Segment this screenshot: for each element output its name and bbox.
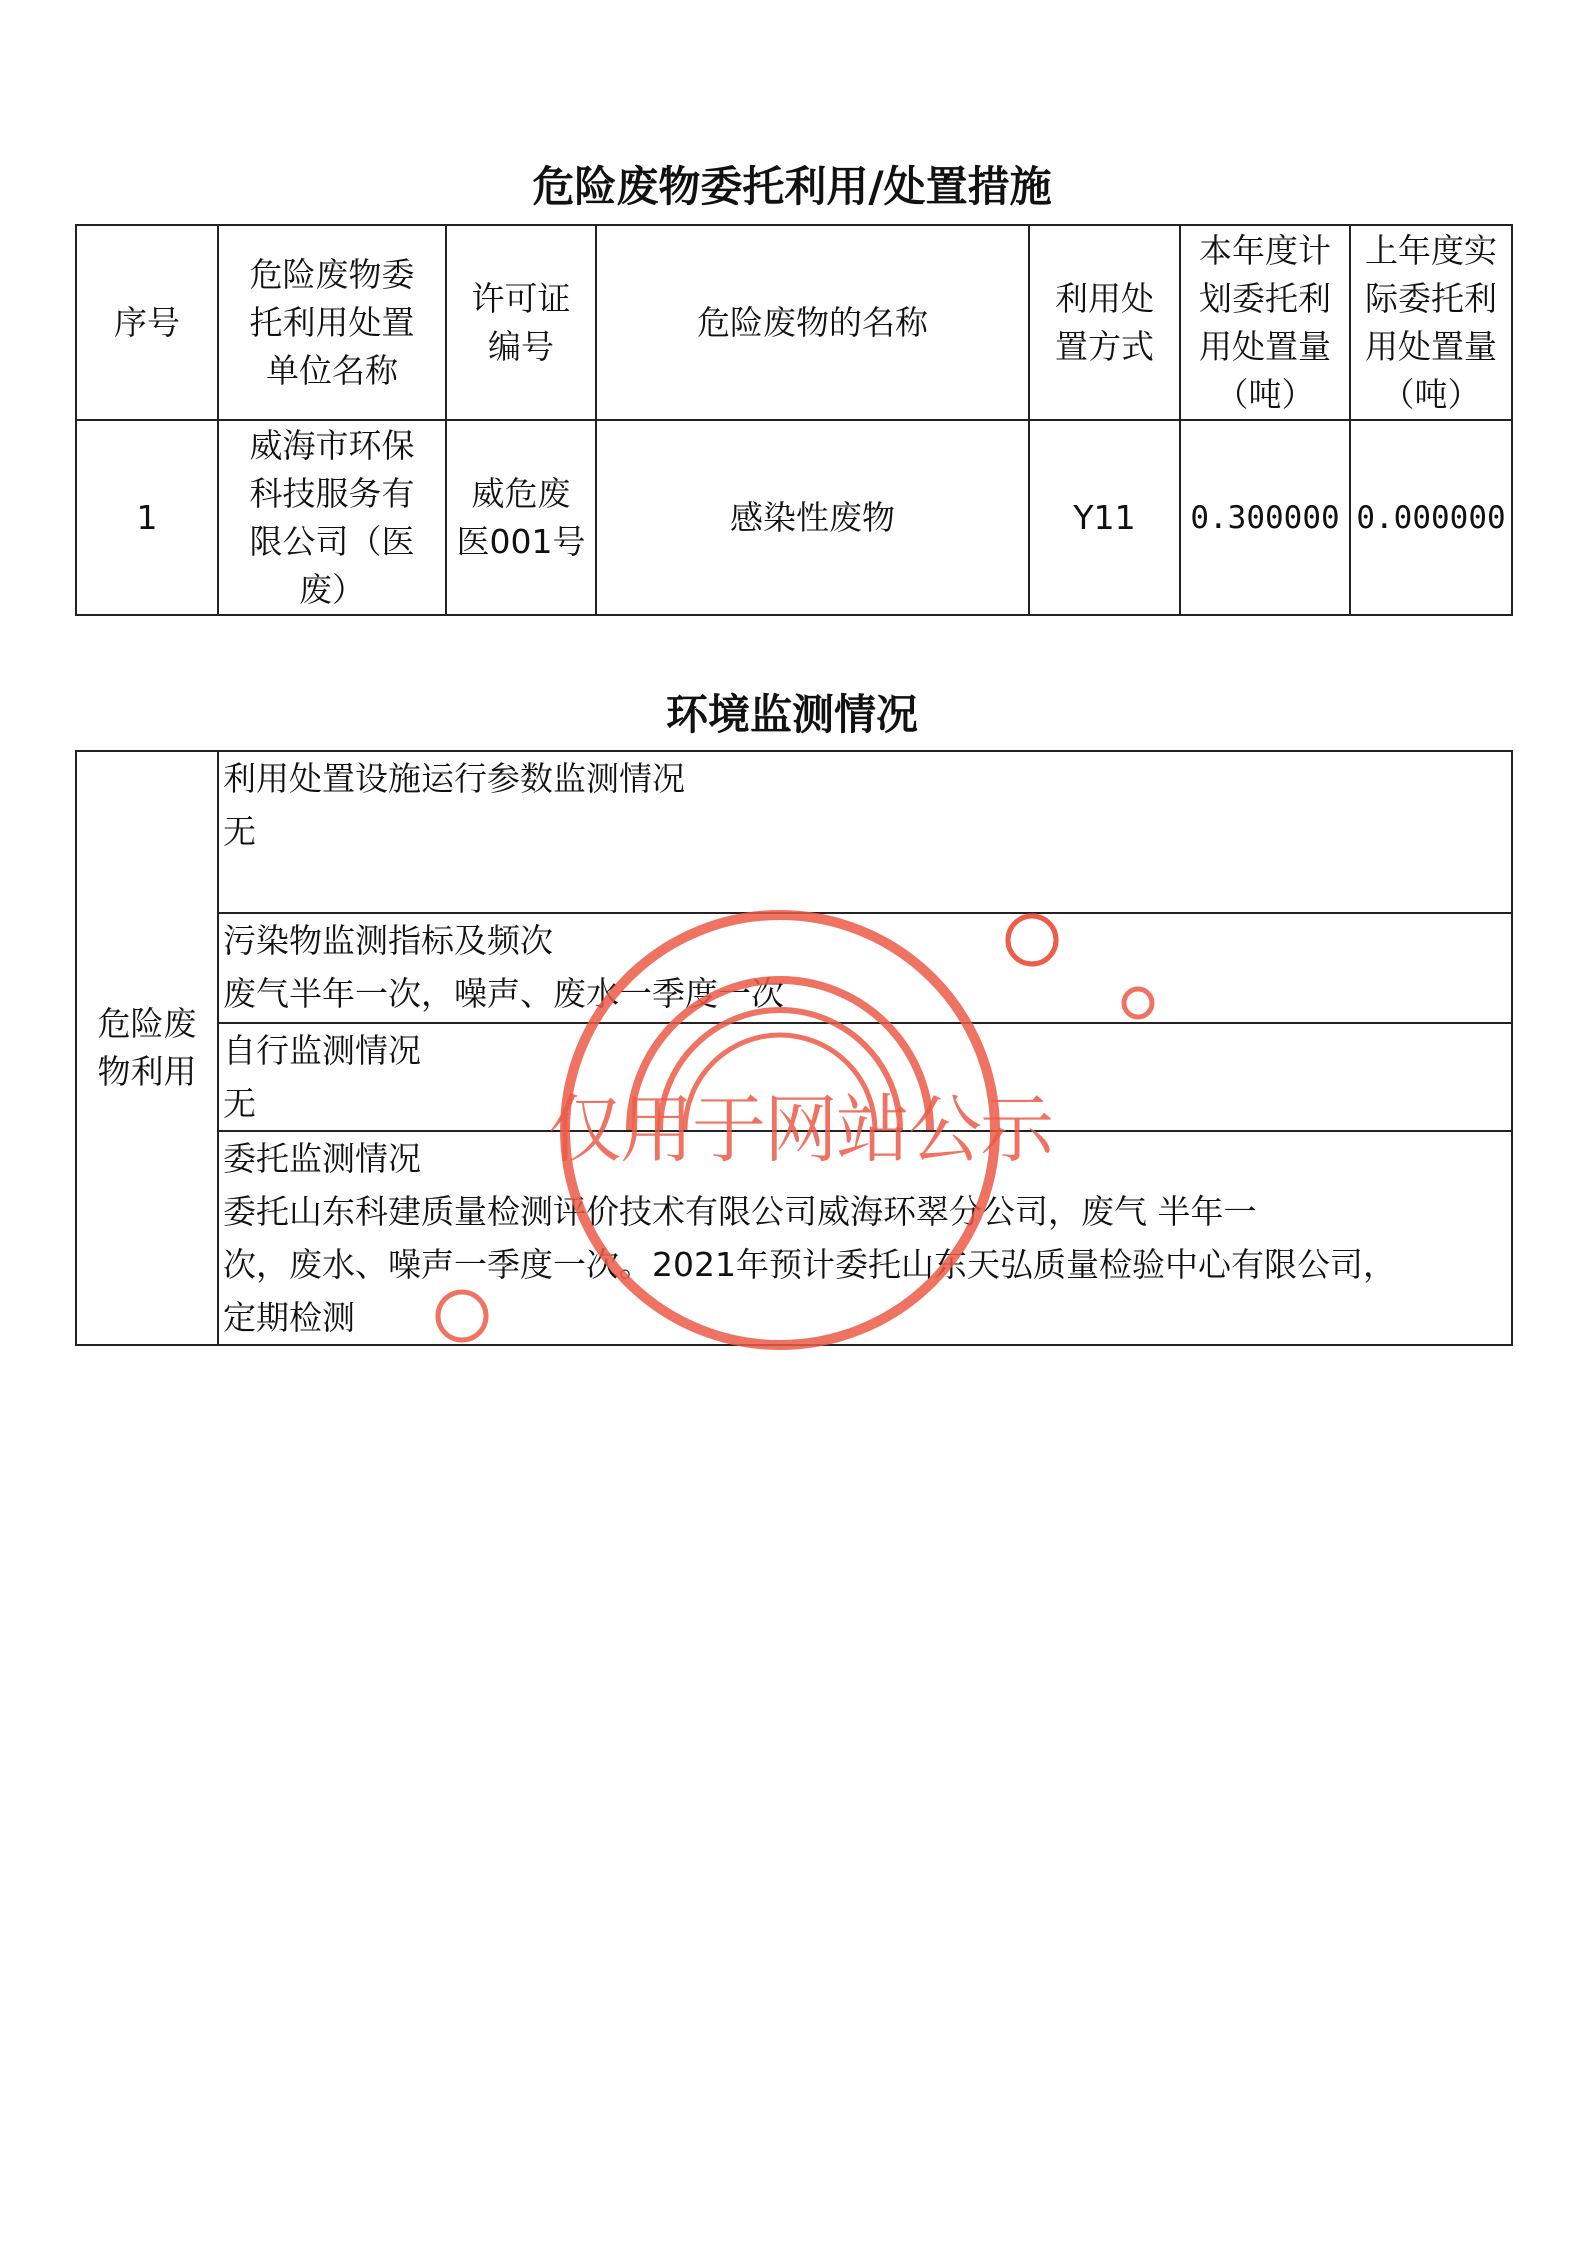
monitoring-row bbox=[76, 1131, 1512, 1345]
monitoring-item-self bbox=[218, 1023, 1512, 1131]
monitoring-category: 危险废 物利用 bbox=[76, 751, 218, 1345]
monitoring-item-params bbox=[218, 751, 1512, 913]
header-actual-amount: 上年度实 际委托利 用处置量 （吨） bbox=[1350, 225, 1512, 420]
monitoring-value: 定期检测 bbox=[223, 1298, 355, 1337]
monitoring-value: 废气半年一次，噪声、废水一季度一次 bbox=[223, 974, 784, 1013]
monitoring-value: 无 bbox=[223, 812, 256, 851]
cell-license: 威危废 医001号 bbox=[446, 420, 596, 615]
cell-planned-amount: 0.300000 bbox=[1180, 420, 1350, 615]
cell-waste-name: 感染性废物 bbox=[596, 420, 1029, 615]
cell-unit: 威海市环保 科技服务有 限公司（医 废） bbox=[218, 420, 446, 615]
section-title-monitoring: 环境监测情况 bbox=[665, 690, 918, 739]
monitoring-value: 委托山东科建质量检测评价技术有限公司威海环翠分公司，废气 半年一 bbox=[223, 1192, 1257, 1231]
header-seq: 序号 bbox=[76, 225, 218, 420]
monitoring-label: 自行监测情况 bbox=[223, 1031, 421, 1070]
stamp-text: 仅用于网站公示 bbox=[548, 1087, 1052, 1173]
monitoring-row bbox=[76, 913, 1512, 1023]
header-unit: 危险废物委 托利用处置 单位名称 bbox=[218, 225, 446, 420]
table-header-row bbox=[76, 225, 1512, 420]
monitoring-item-indicators bbox=[218, 913, 1512, 1023]
section-title-disposal: 危险废物委托利用/处置措施 bbox=[532, 162, 1052, 211]
monitoring-label: 委托监测情况 bbox=[223, 1139, 421, 1178]
cell-seq: 1 bbox=[76, 420, 218, 615]
monitoring-value: 无 bbox=[223, 1084, 256, 1123]
monitoring-row bbox=[76, 751, 1512, 913]
monitoring-item-commissioned bbox=[218, 1131, 1512, 1345]
table-row bbox=[76, 420, 1512, 615]
header-license: 许可证 编号 bbox=[446, 225, 596, 420]
monitoring-label: 利用处置设施运行参数监测情况 bbox=[223, 759, 685, 798]
disposal-table bbox=[75, 224, 1513, 616]
header-method: 利用处 置方式 bbox=[1029, 225, 1180, 420]
header-waste-name: 危险废物的名称 bbox=[596, 225, 1029, 420]
cell-method: Y11 bbox=[1029, 420, 1180, 615]
monitoring-row bbox=[76, 1023, 1512, 1131]
monitoring-value: 次，废水、噪声一季度一次。2021年预计委托山东天弘质量检验中心有限公司， bbox=[223, 1245, 1396, 1284]
monitoring-label: 污染物监测指标及频次 bbox=[223, 921, 553, 960]
cell-actual-amount: 0.000000 bbox=[1350, 420, 1512, 615]
header-planned-amount: 本年度计 划委托利 用处置量 （吨） bbox=[1180, 225, 1350, 420]
monitoring-table bbox=[75, 750, 1513, 1346]
